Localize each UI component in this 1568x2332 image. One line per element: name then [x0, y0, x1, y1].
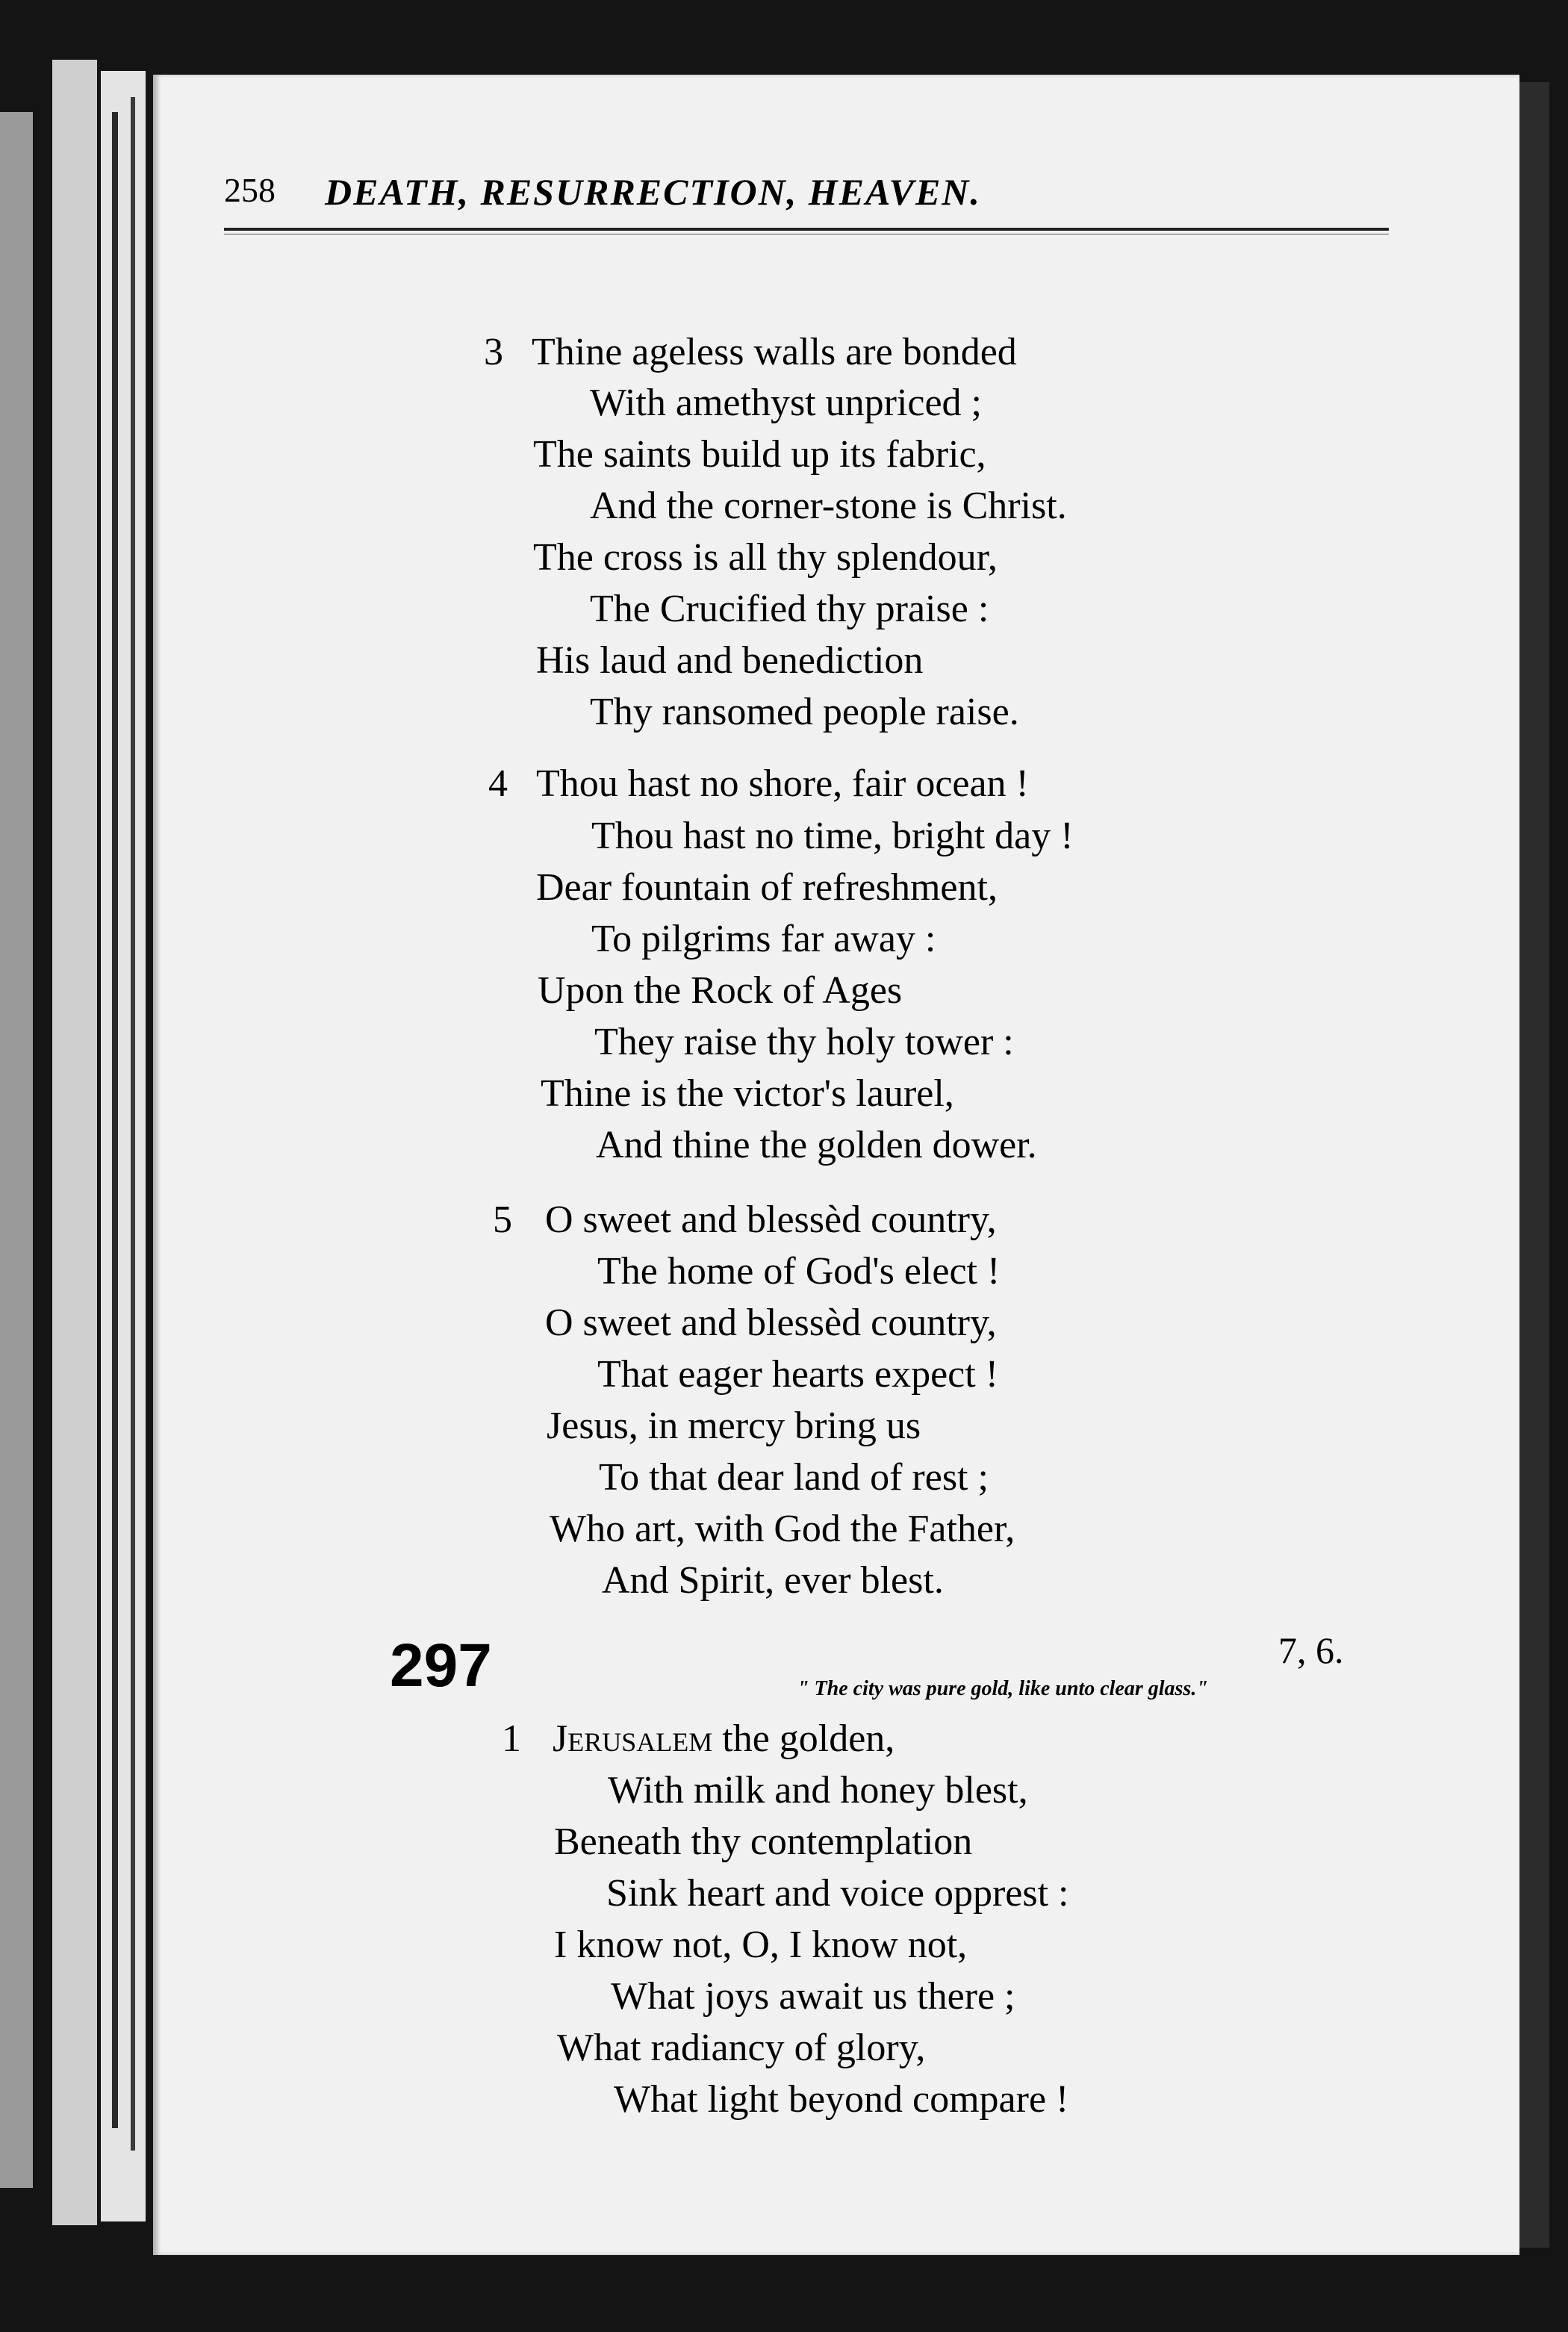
verse-line: To pilgrims far away : [591, 918, 936, 960]
verse-line: O sweet and blessèd country, [545, 1198, 997, 1241]
page-stack-edge [131, 97, 135, 2151]
verse-line: And Spirit, ever blest. [602, 1559, 944, 1602]
verse-line: The saints build up its fabric, [533, 433, 986, 476]
page-stack-edge [112, 112, 118, 2128]
page-number: 258 [224, 171, 276, 209]
verse-line: The cross is all thy splendour, [533, 536, 998, 579]
verse-line: The Crucified thy praise : [590, 588, 989, 630]
running-head: DEATH, RESURRECTION, HEAVEN. [325, 171, 981, 213]
hymn-meter: 7, 6. [1278, 1629, 1344, 1671]
verse-line: Thou hast no time, bright day ! [591, 815, 1074, 857]
verse-line: Thine ageless walls are bonded [532, 331, 1017, 373]
header-rule [224, 228, 1389, 231]
verse-line: With milk and honey blest, [608, 1769, 1028, 1812]
verse-line: Jesus, in mercy bring us [547, 1405, 921, 1447]
verse-line: Thy ransomed people raise. [590, 691, 1019, 733]
verse-number: 1 [502, 1717, 521, 1760]
verse-line: His laud and benediction [536, 639, 924, 682]
verse-line: And thine the golden dower. [596, 1124, 1037, 1166]
page-header [224, 170, 1419, 230]
verse-number: 4 [488, 762, 508, 805]
verse-line: What light beyond compare ! [614, 2078, 1069, 2121]
verse-line: I know not, O, I know not, [554, 1924, 968, 1966]
verse-line: The home of God's elect ! [597, 1250, 1001, 1293]
verse-number: 5 [493, 1198, 512, 1241]
verse-line-first [553, 1717, 895, 1760]
verse-line: Beneath thy contemplation [554, 1820, 973, 1863]
page-stack-edge [52, 60, 97, 2225]
page-stack-edge [0, 112, 33, 2188]
hymn-number: 297 [390, 1632, 492, 1700]
first-line-rest: the golden, [712, 1717, 895, 1760]
verse-line: With amethyst unpriced ; [590, 382, 983, 424]
verse-line: That eager hearts expect ! [597, 1353, 999, 1396]
verse-line: What radiancy of glory, [557, 2027, 926, 2069]
verse-line: Upon the Rock of Ages [538, 969, 903, 1012]
page-right-edge [1519, 82, 1549, 2248]
verse-line: Thine is the victor's laurel, [541, 1072, 954, 1115]
verse-line: O sweet and blessèd country, [545, 1302, 997, 1344]
verse-number: 3 [484, 331, 503, 373]
page-stack-edge [101, 71, 146, 2221]
verse-line: To that dear land of rest ; [599, 1456, 989, 1499]
verse-line: And the corner-stone is Christ. [590, 485, 1067, 527]
verse-line: They raise thy holy tower : [594, 1021, 1014, 1063]
verse-line: Who art, with God the Father, [550, 1508, 1015, 1550]
verse-line: Thou hast no shore, fair ocean ! [536, 762, 1029, 805]
verse-line: What joys await us there ; [611, 1975, 1015, 2018]
first-word: Jerusalem [553, 1717, 713, 1760]
verse-line: Dear fountain of refreshment, [536, 866, 998, 909]
hymn-epigraph: " The city was pure gold, like unto clear glass." [797, 1677, 1208, 1700]
verse-line: Sink heart and voice opprest : [606, 1872, 1069, 1915]
